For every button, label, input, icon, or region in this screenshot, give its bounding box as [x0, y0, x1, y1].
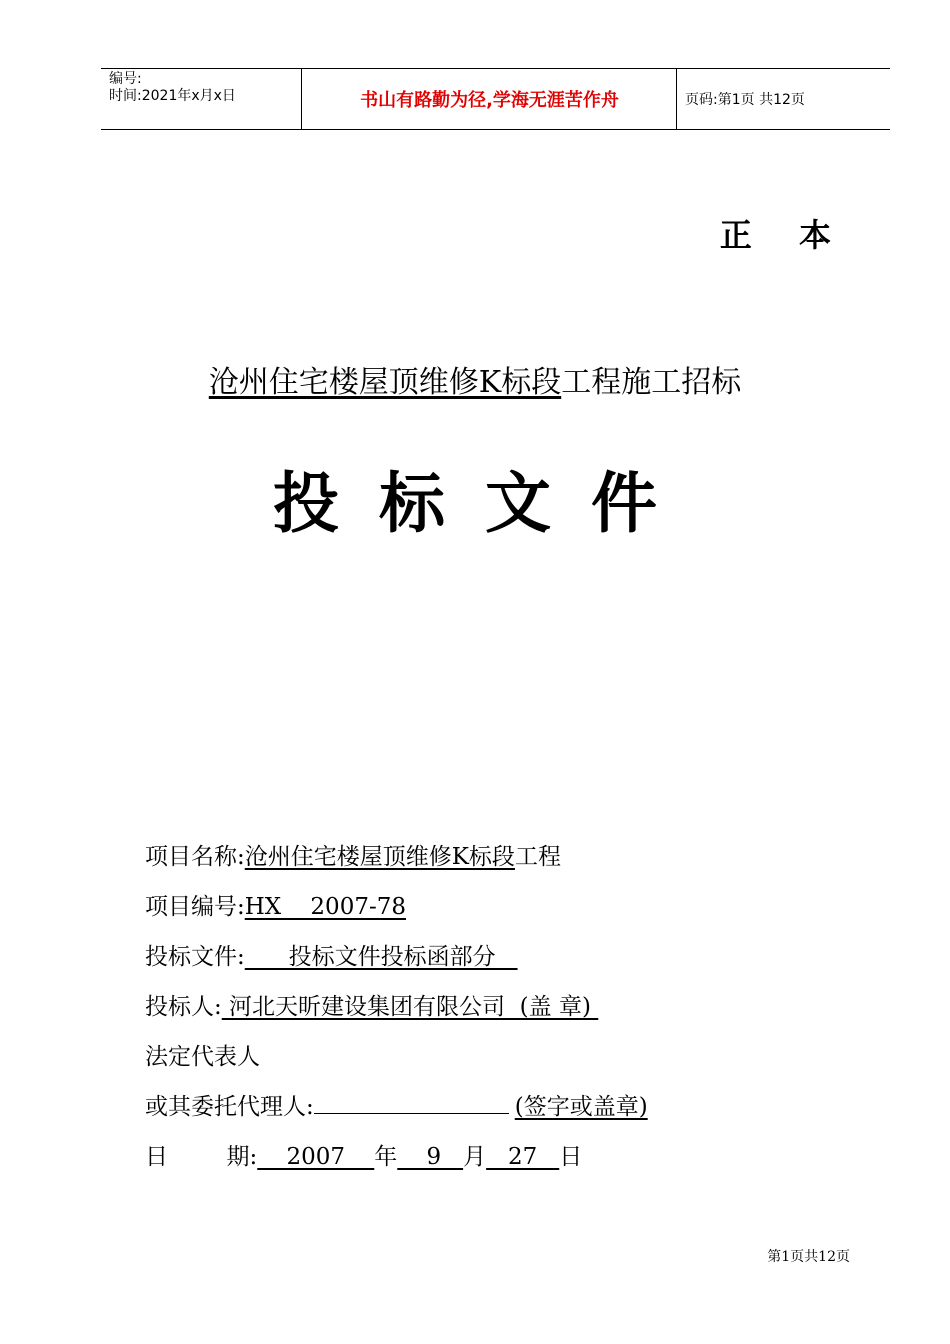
header-divider	[676, 69, 677, 129]
project-name-suffix: 工程	[514, 844, 561, 870]
date-row	[145, 1138, 582, 1171]
tender-title-rest: 工程施工招标	[561, 365, 742, 400]
tender-title-project: 沧州住宅楼屋顶维修K标段	[208, 365, 562, 400]
bid-document-value: 投标文件投标函部分	[244, 944, 518, 970]
agent-sign-note: (签字或盖章)	[514, 1094, 648, 1120]
bidder-value: 河北天昕建设集团有限公司 (盖 章)	[221, 994, 599, 1020]
project-number-row	[145, 888, 406, 921]
tender-title	[0, 357, 950, 401]
bidder-row	[145, 988, 598, 1021]
header-divider	[301, 69, 302, 129]
header-meta	[109, 71, 236, 105]
date-year: 2007	[257, 1144, 375, 1170]
date-year-unit: 年	[374, 1144, 398, 1170]
project-name-value: 沧州住宅楼屋顶维修K标段	[244, 844, 515, 870]
project-name-label: 项目名称:	[145, 844, 245, 870]
agent-row	[145, 1088, 648, 1121]
time-label: 时间:2021年x月x日	[109, 88, 236, 104]
agent-label: 或其委托代理人:	[145, 1094, 314, 1120]
date-label: 日 期:	[145, 1144, 258, 1170]
date-month-unit: 月	[463, 1144, 487, 1170]
date-day-unit: 日	[559, 1144, 583, 1170]
header-motto: 书山有路勤为径,学海无涯苦作舟	[360, 90, 619, 111]
date-month: 9	[397, 1144, 464, 1170]
project-number-value: HX 2007-78	[244, 894, 406, 920]
project-number-label: 项目编号:	[145, 894, 245, 920]
original-copy-mark: 正 本	[719, 216, 849, 254]
number-label: 编号:	[109, 71, 142, 87]
bid-document-label: 投标文件:	[145, 944, 245, 970]
bidder-label: 投标人:	[145, 994, 222, 1020]
document-title: 投标文件	[273, 465, 697, 542]
legal-rep-row	[145, 1038, 260, 1071]
header-page-info: 页码:第1页 共12页	[685, 92, 805, 108]
page-footer: 第1页共12页	[767, 1249, 850, 1265]
date-day: 27	[486, 1144, 560, 1170]
page-header	[101, 68, 890, 130]
legal-rep-label: 法定代表人	[145, 1044, 260, 1070]
signature-blank	[314, 1091, 509, 1114]
project-name-row	[145, 838, 561, 871]
bid-document-row	[145, 938, 518, 971]
